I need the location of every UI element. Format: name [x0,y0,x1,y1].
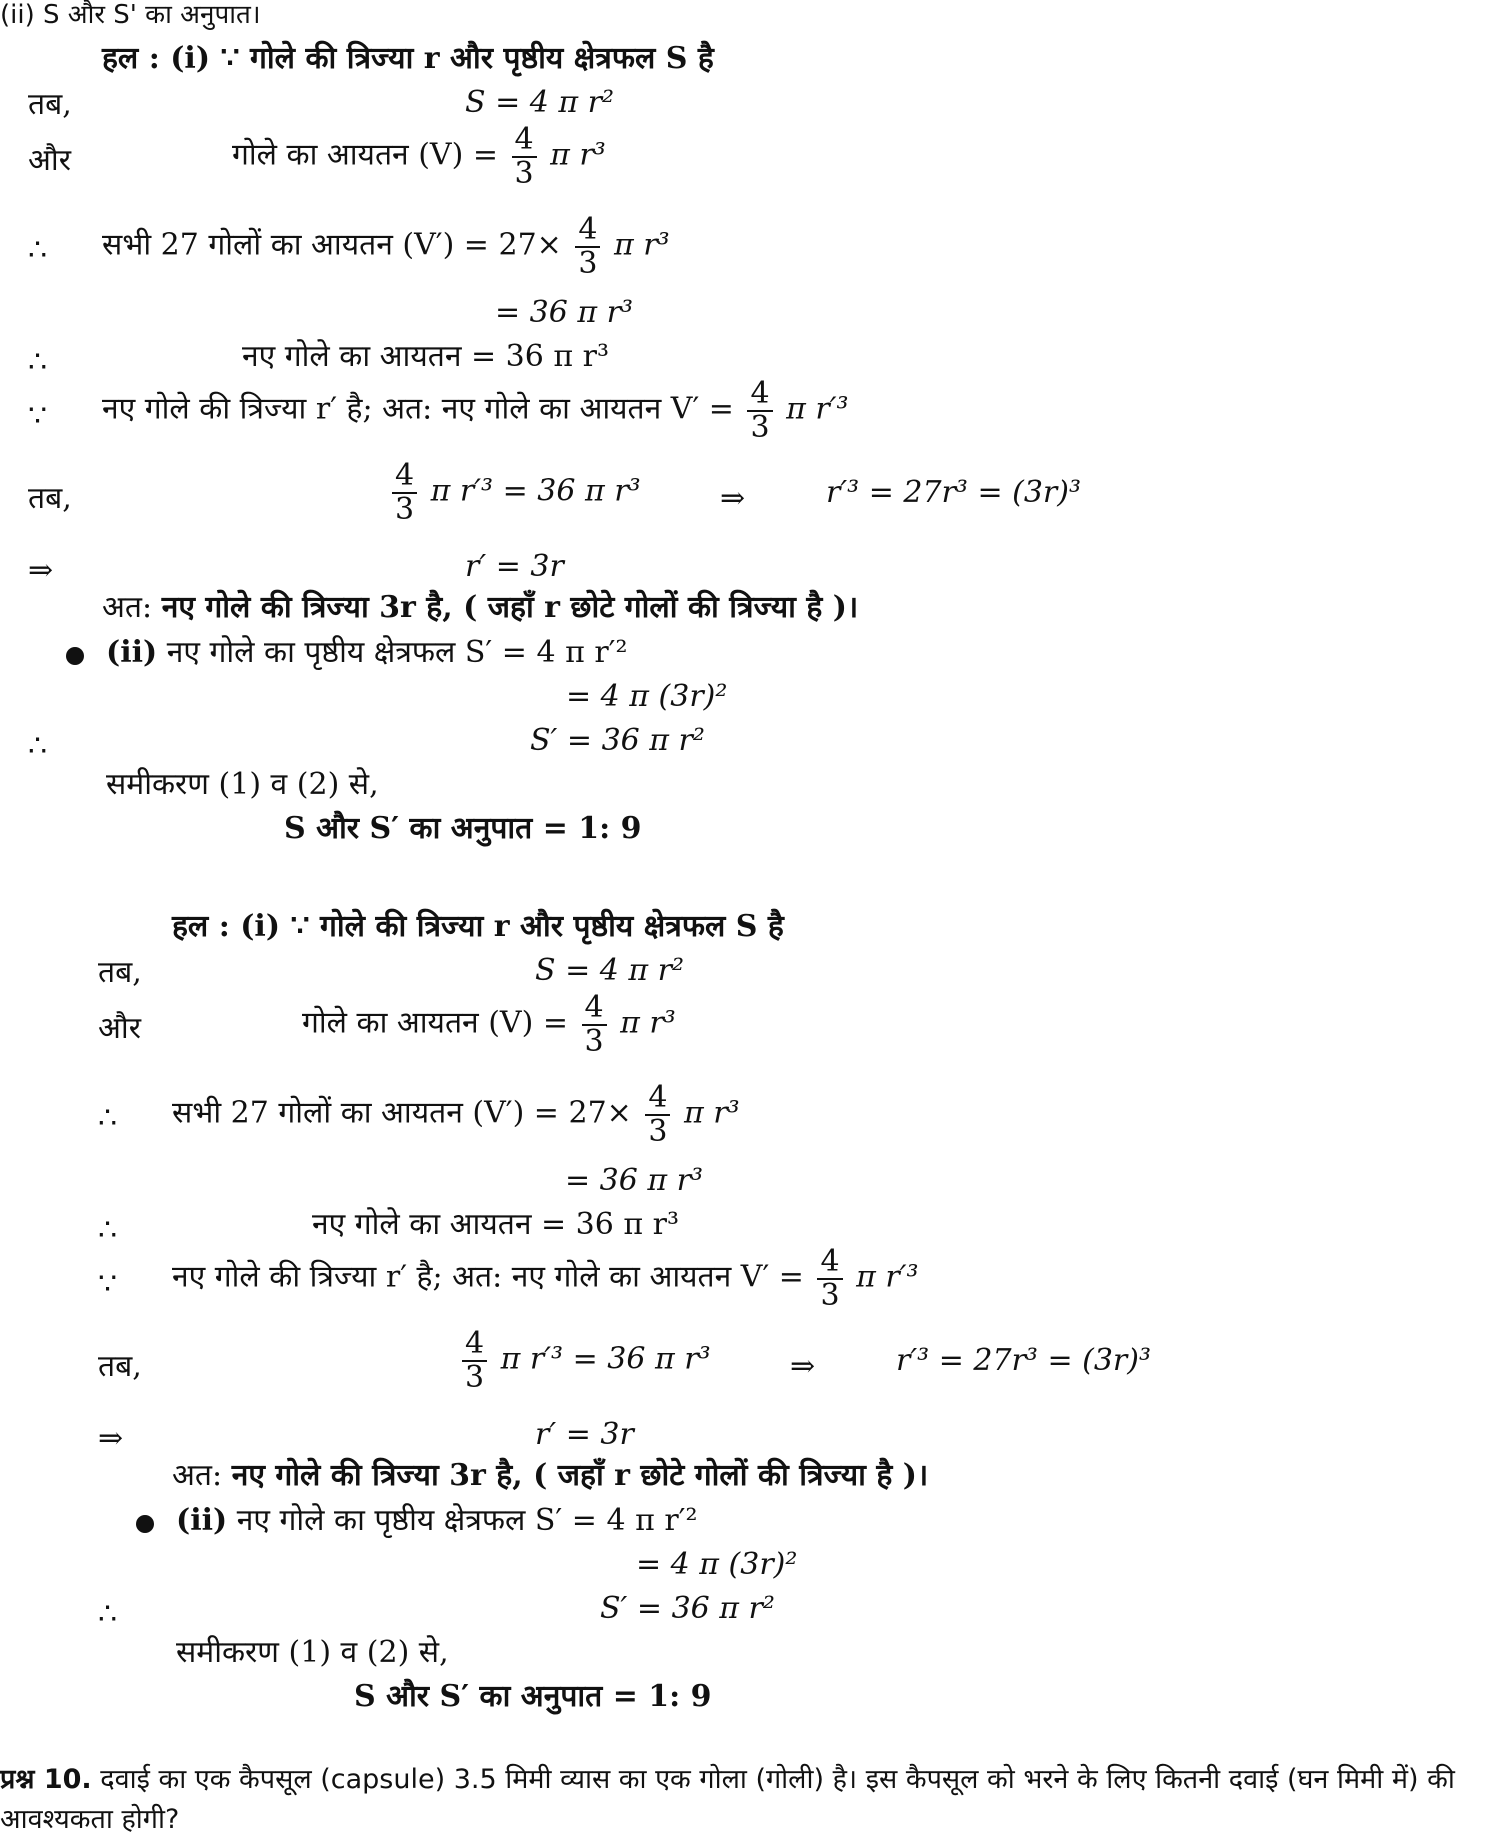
new-radius-equation: नए गोले की त्रिज्या r′ है; अत: नए गोले का आयतन V′ = $\frac{4}{3}$ π r′³ [102,376,849,445]
tab-label: तब, [28,481,72,516]
therefore-symbol: ∴ [28,345,48,380]
all-27-equation: सभी 27 गोलों का आयतन (V′) = 27× $\frac{4}{3}$ π r³ [102,212,670,281]
conclusion-line: अत: नए गोले की त्रिज्या 3r है, ( जहाँ r छोटे गोलों की त्रिज्या है )। [102,590,859,625]
implies-arrow: ⇒ [98,1421,124,1456]
because-symbol: ∵ [28,399,48,434]
eq-s-prime: S′ = 36 π r² [530,723,705,758]
hal-line: हल : (i) ∵ गोले की त्रिज्या r और पृष्ठीय क्षेत्रफल S है [172,909,784,944]
volume-equation [232,124,606,189]
therefore-symbol: ∴ [98,1597,118,1632]
new-volume: नए गोले का आयतन = 36 π r³ [312,1207,680,1242]
ratio-line: S और S′ का अनुपात = 1: 9 [354,1679,712,1714]
surface-line: (ii) नए गोले का पृष्ठीय क्षेत्रफल S′ = 4 π r′² [106,635,628,670]
implies-arrow: ⇒ [790,1349,816,1384]
surface-line: (ii) नए गोले का पृष्ठीय क्षेत्रफल S′ = 4 π r′² [176,1503,698,1538]
aur-label: और [28,143,71,178]
samikaran-line: समीकरण (1) व (2) से, [176,1635,449,1670]
fraction: $\frac{4}{3}$ [392,460,417,525]
lhs-equation: $\frac{4}{3}$ π r′³ = 36 π r³ [458,1328,711,1393]
header-line: (ii) S और S' का अनुपात। [0,0,261,30]
bullet-icon [136,1515,154,1533]
therefore-symbol: ∴ [98,1101,118,1136]
fraction: $\frac{4}{3}$ [645,1082,670,1147]
implies-arrow: ⇒ [28,553,54,588]
new-volume: नए गोले का आयतन = 36 π r³ [242,339,610,374]
therefore-symbol: ∴ [28,729,48,764]
r-equation: r′ = 3r [465,549,564,584]
conclusion-line: अत: नए गोले की त्रिज्या 3r है, ( जहाँ r छोटे गोलों की त्रिज्या है )। [172,1458,929,1493]
eq-s-prime: S′ = 36 π r² [600,1591,775,1626]
aur-label: और [98,1011,141,1046]
tab-label: तब, [98,955,142,990]
fraction: $\frac{4}{3}$ [575,214,600,279]
volume-equation: गोले का आयतन (V) = $\frac{4}{3}$ π r³ [302,990,676,1059]
question-label: प्रश्न 10. [0,1764,92,1795]
fraction: $\frac{4}{3}$ [512,124,537,189]
eq-surface: S = 4 π r² [465,85,615,120]
fraction: $\frac{4}{3}$ [747,378,772,443]
tab-label: तब, [98,1349,142,1384]
eq-surface: S = 4 π r² [535,953,685,988]
r-equation: r′ = 3r [535,1417,634,1452]
volume-label: गोले का आयतन (V) = [232,137,498,173]
eq-4pi: = 4 π (3r)² [636,1547,798,1582]
eq-36: = 36 π r³ [565,1163,704,1198]
pi-r-cubed: π r³ [550,137,606,173]
new-radius-equation: नए गोले की त्रिज्या r′ है; अत: नए गोले का आयतन V′ = $\frac{4}{3}$ π r′³ [172,1244,919,1313]
fraction: $\frac{4}{3}$ [582,992,607,1057]
bullet-icon [66,647,84,665]
samikaran-line: समीकरण (1) व (2) से, [106,767,379,802]
implies-arrow: ⇒ [720,481,746,516]
rhs-equation: r′³ = 27r³ = (3r)³ [896,1343,1151,1378]
ratio-line: S और S′ का अनुपात = 1: 9 [284,811,642,846]
lhs-equation: $\frac{4}{3}$ π r′³ = 36 π r³ [388,460,641,525]
question-line-2: आवश्यकता होगी? [0,1804,180,1835]
fraction: $\frac{4}{3}$ [817,1246,842,1311]
fraction: $\frac{4}{3}$ [462,1328,487,1393]
therefore-symbol: ∴ [28,233,48,268]
question-text: दवाई का एक कैपसूल (capsule) 3.5 मिमी व्यास का एक गोला (गोली) है। इस कैपसूल को भरने के लिए कितनी दवाई (घन मिमी में) की [100,1764,1455,1795]
hal-line: हल : (i) ∵ गोले की त्रिज्या r और पृष्ठीय क्षेत्रफल S है [102,41,714,76]
all-27-equation: सभी 27 गोलों का आयतन (V′) = 27× $\frac{4}{3}$ π r³ [172,1080,740,1149]
tab-label: तब, [28,87,72,122]
question-line [0,1766,1455,1793]
eq-36: = 36 π r³ [495,295,634,330]
because-symbol: ∵ [98,1267,118,1302]
therefore-symbol: ∴ [98,1213,118,1248]
eq-4pi: = 4 π (3r)² [566,679,728,714]
rhs-equation: r′³ = 27r³ = (3r)³ [826,475,1081,510]
